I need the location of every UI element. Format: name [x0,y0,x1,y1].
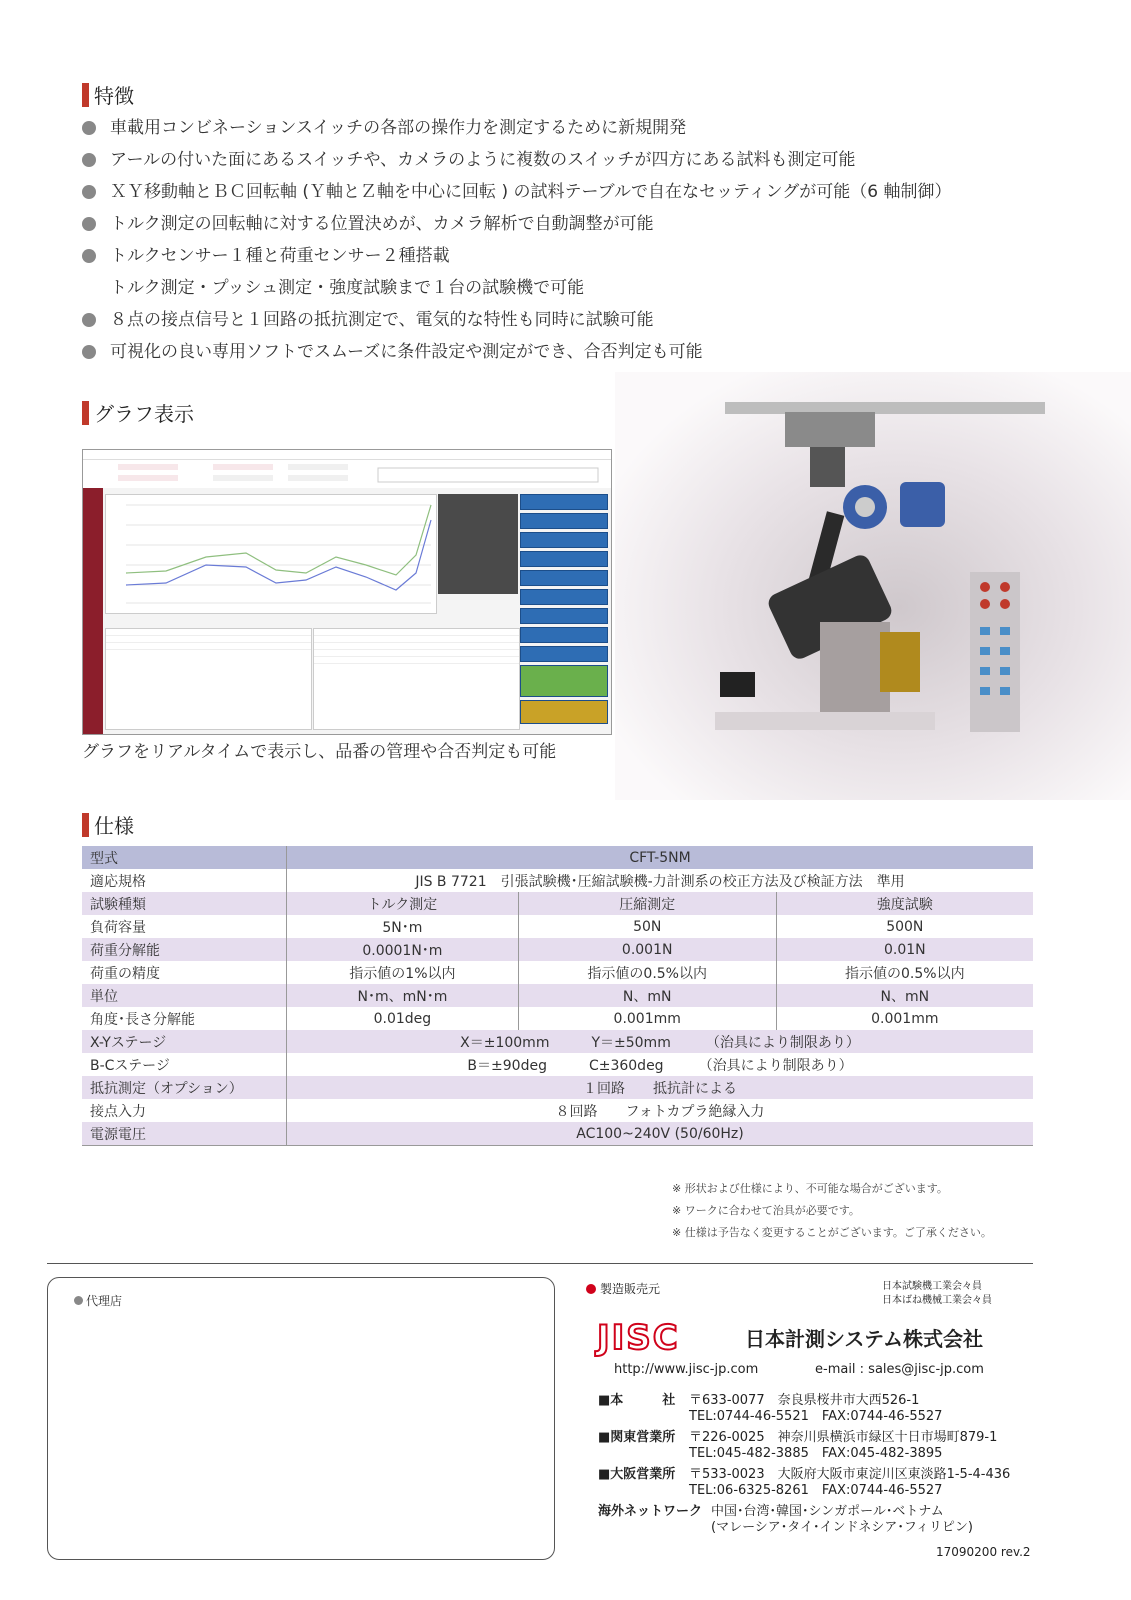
spec-row [82,1030,1033,1053]
overseas-network [598,1504,973,1536]
spec-value: 0.001mm [518,1007,776,1030]
office-phone: TEL:0744-46-5521 FAX:0744-46-5527 [689,1409,943,1424]
spec-value: 50N [518,915,776,938]
software-monitor-panel [438,494,518,594]
spec-key: 試験種類 [82,892,287,915]
spec-model: CFT-5NM [629,849,691,866]
divider [47,1263,1033,1264]
spec-value: 5N･m [287,915,519,938]
heading-bar [82,813,89,837]
company-logo: JISC [597,1318,680,1358]
spec-value: 指示値の0.5%以内 [518,961,776,984]
spec-key: 型式 [82,846,287,869]
office-phone: TEL:06-6325-8261 FAX:0744-46-5527 [689,1483,943,1498]
spec-row [82,1122,1033,1146]
feature-item [82,208,1042,240]
software-button [520,494,608,510]
spec-key: 単位 [82,984,287,1007]
bullet-icon [82,185,96,199]
spec-value: ８回路 フォトカプラ絶縁入力 [555,1103,765,1120]
spec-key: 荷重の精度 [82,961,287,984]
spec-row [82,961,1033,984]
overseas-countries-extra: (マレーシア･タイ･インドネシア･フィリピン) [711,1520,973,1535]
feature-text: 可視化の良い専用ソフトでスムーズに条件設定や測定ができ、合否判定も可能 [110,342,703,362]
bullet-icon [82,153,96,167]
software-result-table [105,628,312,730]
heading-bar [82,401,89,425]
spec-value: N、mN [518,984,776,1007]
note: ※ ワークに合わせて治具が必要です。 [672,1204,860,1217]
spec-value: 指示値の0.5%以内 [845,965,965,982]
feature-item [82,304,1042,336]
spec-row [82,1007,1033,1030]
spec-notes [672,1178,992,1244]
office-name: ■本 社 [598,1393,676,1408]
feature-list [82,112,1042,368]
section-heading-spec [82,810,134,839]
software-detail-table [313,628,520,730]
feature-text: トルク測定・プッシュ測定・強度試験まで１台の試験機で可能 [110,278,585,298]
spec-key: 負荷容量 [82,915,287,938]
spec-row [82,915,1033,938]
feature-item [82,240,1042,272]
feature-text: トルク測定の回転軸に対する位置決めが、カメラ解析で自動調整が可能 [110,214,654,234]
spec-header-row [82,846,1033,869]
spec-value: AC100~240V (50/60Hz) [287,1122,1034,1146]
spec-value: X＝±100mm Y＝±50mm （治具により制限あり） [460,1034,860,1051]
feature-text: トルクセンサー１種と荷重センサー２種搭載 [110,246,450,266]
header-fields [83,460,611,488]
software-button [520,627,608,643]
overseas-countries: 中国･台湾･韓国･シンガポール･ベトナム [711,1504,944,1519]
feature-item-continued [82,272,1042,304]
feature-item [82,144,1042,176]
heading-text: 特徴 [94,84,134,108]
software-sidebar [83,488,103,734]
feature-text: ８点の接点信号と１回路の抵抗測定で、電気的な特性も同時に試験可能 [110,310,654,330]
software-button [520,513,608,529]
software-button [520,551,608,567]
spec-key: 接点入力 [82,1099,287,1122]
note: ※ 仕様は予告なく変更することがございます。ご了承ください。 [672,1226,992,1239]
maker-label [586,1280,660,1297]
office-address: 〒533-0023 大阪府大阪市東淀川区東淡路1-5-4-436 [689,1467,1011,1482]
software-screenshot [82,449,612,735]
spec-key: B-Cステージ [82,1053,287,1076]
spec-value: N･m、mN･m [287,984,519,1007]
spec-value: B＝±90deg C±360deg （治具により制限あり） [467,1057,853,1074]
spec-key: 角度･長さ分解能 [82,1007,287,1030]
spec-value: トルク測定 [287,892,519,915]
email-link[interactable]: e-mail : sales@jisc-jp.com [815,1362,984,1377]
office-name: ■関東営業所 [598,1430,676,1445]
section-heading-features [82,80,134,109]
heading-text: 仕様 [94,814,134,838]
agent-box [47,1277,555,1560]
feature-text: ＸＹ移動軸とＢＣ回転軸 (Ｙ軸とＺ軸を中心に回転 ) の試料テーブルで自在なセッティングが可能（6 軸制御） [110,182,952,202]
bullet-icon [82,217,96,231]
agent-label [74,1292,122,1309]
spec-row [82,869,1033,892]
office-head [598,1393,942,1425]
office-name: ■大阪営業所 [598,1467,676,1482]
software-header [83,460,611,488]
office-phone: TEL:045-482-3885 FAX:045-482-3895 [689,1446,943,1461]
spec-key: 抵抗測定（オプション） [82,1076,287,1099]
software-button [520,608,608,624]
spec-value: 圧縮測定 [518,892,776,915]
software-button [520,589,608,605]
office-kanto [598,1430,997,1462]
bullet-icon [82,249,96,263]
office-address: 〒633-0077 奈良県桜井市大西526-1 [689,1393,920,1408]
spec-value: 0.0001N･m [287,938,519,961]
software-button-column [520,494,608,727]
revision-code: 17090200 rev.2 [936,1545,1031,1559]
spec-value: 0.01deg [287,1007,519,1030]
spec-value: 0.001N [518,938,776,961]
spec-value: 500N [886,918,924,935]
website-link[interactable]: http://www.jisc-jp.com [614,1362,759,1377]
association: 日本試験機工業会々員 [882,1281,982,1292]
machine-illustration [615,372,1131,800]
spec-key: 荷重分解能 [82,938,287,961]
spec-value: N、mN [880,988,930,1005]
spec-value: 0.01N [883,941,926,958]
spec-value: 強度試験 [876,896,933,913]
spec-row [82,1076,1033,1099]
note: ※ 形状および仕様により、不可能な場合がございます。 [672,1182,948,1195]
heading-bar [82,83,89,107]
spec-row [82,892,1033,915]
maker-label-text: 製造販売元 [600,1282,661,1296]
spec-row [82,938,1033,961]
agent-label-text: 代理店 [86,1294,123,1308]
section-heading-graph [82,398,194,427]
feature-item [82,176,1042,208]
spec-value: １回路 抵抗計による [583,1080,737,1097]
company-name: 日本計測システム株式会社 [745,1327,983,1351]
spec-value: 0.001mm [871,1010,939,1027]
spec-value: 指示値の1%以内 [287,961,519,984]
association-list [882,1280,992,1308]
feature-item [82,336,1042,368]
feature-item [82,112,1042,144]
spec-table [82,846,1033,1146]
software-graph [105,494,437,614]
bullet-icon [74,1296,83,1305]
software-button [520,570,608,586]
bullet-icon [586,1284,596,1294]
software-titlebar [83,450,611,460]
spec-key: X-Yステージ [82,1030,287,1053]
software-button [520,532,608,548]
office-name: 海外ネットワーク [598,1504,703,1519]
bullet-icon [82,121,96,135]
software-button [520,646,608,662]
spec-row [82,984,1033,1007]
software-button-green [520,665,608,697]
bullet-icon [82,345,96,359]
spec-row [82,1053,1033,1076]
spec-row [82,1099,1033,1122]
software-button-yellow [520,700,608,724]
graph-curves [106,495,436,613]
machine-photo [615,372,1131,800]
association: 日本ばね機械工業会々員 [882,1295,992,1306]
feature-text: 車載用コンビネーションスイッチの各部の操作力を測定するために新規開発 [110,118,687,138]
office-address: 〒226-0025 神奈川県横浜市緑区十日市場町879-1 [689,1430,998,1445]
office-osaka [598,1467,1010,1499]
spec-value: JIS B 7721 引張試験機･圧縮試験機-力計測系の校正方法及び検証方法 準用 [415,873,905,890]
bullet-icon [82,313,96,327]
feature-text: アールの付いた面にあるスイッチや、カメラのように複数のスイッチが四方にある試料も測定可能 [110,150,856,170]
spec-key: 電源電圧 [82,1122,287,1146]
spec-key: 適応規格 [82,869,287,892]
heading-text: グラフ表示 [94,402,194,426]
graph-caption: グラフをリアルタイムで表示し、品番の管理や合否判定も可能 [82,742,557,762]
